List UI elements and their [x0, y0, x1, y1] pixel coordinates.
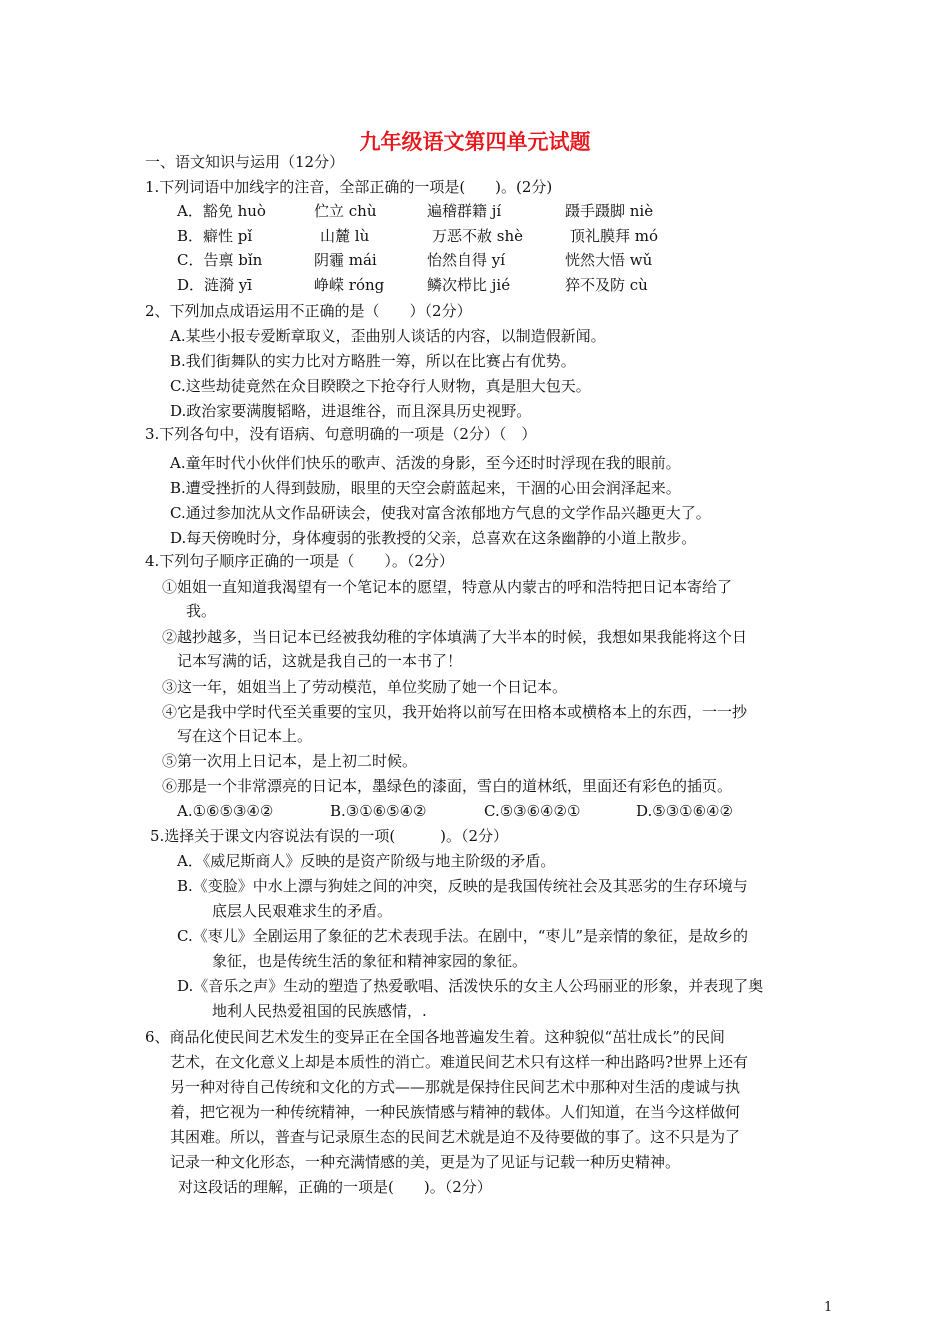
question-4-stem: 4.下列句子顺序正确的一项是（ ）。（2分）: [145, 552, 454, 570]
q1-b-3: 万恶不赦 shè: [432, 227, 524, 245]
q1-a-2: 伫立 chù: [314, 202, 377, 220]
q5-line: B.《变脸》中水上漂与狗娃之间的冲突，反映的是我国传统社会及其恶劣的生存环境与: [177, 877, 748, 895]
q5-line: 底层人民艰难求生的矛盾。: [212, 902, 393, 920]
q3-option-d: D.每天傍晚时分，身体瘦弱的张教授的父亲，总喜欢在这条幽静的小道上散步。: [170, 529, 697, 547]
q1-c-1: C．告禀 bǐn: [177, 251, 263, 269]
question-2-stem: 2、下列加点成语运用不正确的是（ ）（2分）: [145, 302, 472, 320]
q6-line: 其困难。所以，普查与记录原生态的民间艺术就是迫不及待要做的事了。这不只是为了: [170, 1128, 741, 1146]
question-1-stem: 1.下列词语中加线字的注音，全部正确的一项是( )。(2分): [145, 178, 553, 196]
q4-item: 写在这个日记本上。: [177, 727, 313, 745]
q4-answer-a: A.①⑥⑤③④②: [177, 802, 274, 820]
q1-b-2: 山麓 lù: [320, 227, 370, 245]
q5-line: 象征，也是传统生活的象征和精神家园的象征。: [212, 952, 528, 970]
q2-option-a: A.某些小报专爱断章取义，歪曲别人谈话的内容，以制造假新闻。: [170, 327, 606, 345]
q6-line: 着，把它视为一种传统精神，一种民族情感与精神的载体。人们知道，在当今这样做何: [170, 1103, 741, 1121]
q3-option-c: C.通过参加沈从文作品研读会，使我对富含浓郁地方气息的文学作品兴趣更大了。: [170, 504, 711, 522]
q4-answer-b: B.③①⑥⑤④②: [330, 802, 427, 820]
q4-answer-c: C.⑤③⑥④②①: [484, 802, 581, 820]
q2-option-d: D.政治家要满腹韬略，进退维谷，而且深具历史视野。: [170, 402, 532, 420]
q1-d-3: 鳞次栉比 jié: [427, 276, 511, 294]
q4-item: 我。: [186, 602, 217, 620]
q1-d-2: 峥嵘 róng: [314, 276, 385, 294]
q5-line: A．《威尼斯商人》反映的是资产阶级与地主阶级的矛盾。: [177, 852, 556, 870]
q4-item: ⑤第一次用上日记本，是上初二时候。: [162, 752, 418, 770]
q6-line: 另一种对待自己传统和文化的方式——那就是保持住民间艺术中那种对生活的虔诚与执: [170, 1078, 741, 1096]
q1-d-1: D．涟漪 yī: [177, 276, 253, 294]
q4-item: ③这一年，姐姐当上了劳动模范，单位奖励了她一个日记本。: [162, 678, 568, 696]
q1-c-2: 阴霾 mái: [314, 251, 377, 269]
q1-b-4: 顶礼膜拜 mó: [570, 227, 659, 245]
section-heading: 一、语文知识与运用（12分）: [145, 153, 345, 171]
q4-item: ④它是我中学时代至关重要的宝贝，我开始将以前写在田格本或横格本上的东西，一一抄: [162, 703, 748, 721]
q2-option-b: B.我们街舞队的实力比对方略胜一筹，所以在比赛占有优势。: [170, 352, 576, 370]
q4-answer-d: D.⑤③①⑥④②: [636, 802, 733, 820]
page-title: 九年级语文第四单元试题: [359, 130, 591, 154]
q5-line: C.《枣儿》全剧运用了象征的艺术表现手法。在剧中，“枣儿”是亲情的象征，是故乡的: [177, 927, 749, 945]
q1-d-4: 猝不及防 cù: [565, 276, 648, 294]
q2-option-c: C.这些劫徒竟然在众目睽睽之下抢夺行人财物，真是胆大包天。: [170, 377, 591, 395]
q5-line: 地利人民热爱祖国的民族感情，.: [212, 1002, 427, 1020]
q3-option-a: A.童年时代小伙伴们快乐的歌声、活泼的身影，至今还时时浮现在我的眼前。: [170, 454, 681, 472]
q1-c-3: 怡然自得 yí: [427, 251, 506, 269]
q4-item: ①姐姐一直知道我渴望有一个笔记本的愿望，特意从内蒙古的呼和浩特把日记本寄给了: [162, 578, 733, 596]
q6-line: 艺术，在文化意义上却是本质性的消亡。难道民间艺术只有这样一种出路吗?世界上还有: [170, 1053, 749, 1071]
question-5-stem: 5.选择关于课文内容说法有误的一项( )。（2分）: [150, 827, 509, 845]
q5-line: D.《音乐之声》生动的塑造了热爱歌唱、活泼快乐的女主人公玛丽亚的形象，并表现了奥: [177, 977, 764, 995]
q4-item: ②越抄越多，当日记本已经被我幼稚的字体填满了大半本的时候，我想如果我能将这个日: [162, 628, 748, 646]
q6-line: 记录一种文化形态，一种充满情感的美，更是为了见证与记载一种历史精神。: [170, 1153, 681, 1171]
q6-prompt: 对这段话的理解，正确的一项是( )。（2分）: [178, 1178, 492, 1196]
q1-a-4: 蹑手蹑脚 niè: [565, 202, 654, 220]
page-number: 1: [824, 1300, 833, 1315]
q1-a-3: 遍稽群籍 jí: [427, 202, 502, 220]
q4-item: ⑥那是一个非常漂亮的日记本，墨绿色的漆面，雪白的道林纸，里面还有彩色的插页。: [162, 777, 733, 795]
question-3-stem: 3.下列各句中，没有语病、句意明确的一项是（2分）（ ）: [145, 425, 537, 443]
q4-item: 记本写满的话，这就是我自己的一本书了！: [177, 652, 463, 670]
q1-a-1: A．豁免 huò: [177, 202, 266, 220]
q3-option-b: B.遭受挫折的人得到鼓励，眼里的天空会蔚蓝起来，干涸的心田会润泽起来。: [170, 479, 681, 497]
q6-line: 6、商品化使民间艺术发生的变异正在全国各地普遍发生着。这种貌似“茁壮成长”的民间: [145, 1028, 725, 1046]
q1-b-1: B．癖性 pǐ: [177, 227, 253, 245]
q1-c-4: 恍然大悟 wǔ: [565, 251, 653, 269]
